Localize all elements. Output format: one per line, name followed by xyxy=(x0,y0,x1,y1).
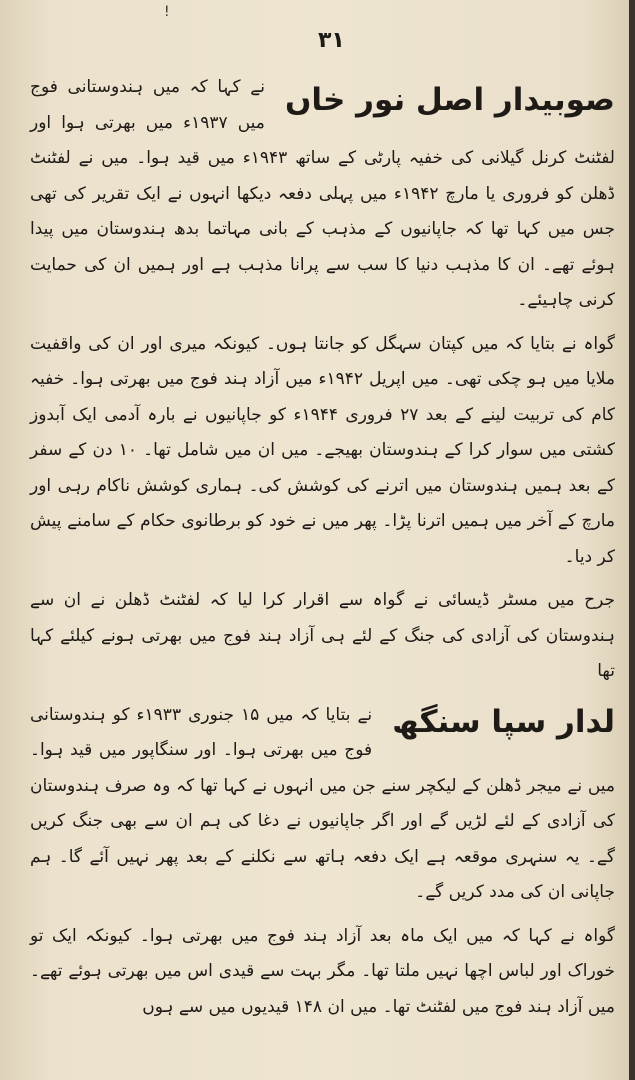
witness-heading-1: صوبیدار اصل نور خاں xyxy=(284,82,615,118)
paragraph-2: گواہ نے بتایا کہ میں کپتان سہگل کو جانتا ہوں۔ کیونکہ میری اور ان کی واقفیت ملایا میں ہو چکی تھی۔ میں اپریل ۱۹۴۲ء میں آزاد ہند فوج میں بھرتی ہوا۔ خفیہ کام کی تربیت لینے کے بعد ۲۷ فروری ۱۹۴۴ء کو جاپانیوں نے بارہ آدمی ایک آبدوز کشتی میں سوار کرا کے ہندوستان بھیجے۔ میں ان میں شامل تھا۔ ۱۰ دن کے سفر کے بعد ہمیں ہندوستان میں اترنے کی کوشش کی۔ ہماری کوشش ناکام رہی اور مارچ کے آخر میں ہمیں اترنا پڑا۔ پھر میں نے خود کو برطانوی حکام کے سامنے پیش کر دیا۔ xyxy=(30,333,616,567)
page-number: ۳۱ xyxy=(318,28,345,53)
paragraph-5: گواہ نے کہا کہ میں ایک ماہ بعد آزاد ہند فوج میں بھرتی ہوا۔ کیونکہ ایک تو خوراک اور لباس اچھا نہیں ملتا تھا۔ مگر بہت سے قیدی اس میں بھرتی ہوئے تھے۔ میں آزاد ہند فوج میں لفٹنٹ تھا۔ میں ان ۱۴۸ قیدیوں میں سے ہوں xyxy=(30,925,615,1017)
page-text xyxy=(30,70,615,1033)
page-edge xyxy=(629,0,635,1080)
paragraph-4 xyxy=(30,698,615,911)
top-mark: ! xyxy=(164,4,170,20)
paragraph-1 xyxy=(30,70,615,319)
paragraph-4-text: نے بتایا کہ میں ۱۵ جنوری ۱۹۳۳ء کو ہندوستانی فوج میں بھرتی ہوا۔ اور سنگاپور میں قید ہوا۔ میں نے میجر ڈھلن کے لیکچر سنے جن میں انہوں نے کہا تھا کہ وہ صرف ہندوستان کی آزادی کے لئے لڑیں گے اور اگر جاپانیوں نے دغا کی ہم ان سے بھی جنگ کریں گے۔ یہ سنہری موقعہ ہے ایک دفعہ ہاتھ سے نکلنے کے بعد پھر نہیں آئے گا۔ ہم جاپانی ان کی مدد کریں گے۔ xyxy=(30,704,615,902)
paragraph-3: جرح میں مسٹر ڈیسائی نے گواہ سے اقرار کرا لیا کہ لفٹنٹ ڈھلن نے ان سے ہندوستان کی آزادی کی جنگ کے لئے ہی آزاد ہند فوج میں بھرتی ہونے کیلئے کہا تھا xyxy=(30,590,615,681)
paragraph-1-text: نے کہا کہ میں ہندوستانی فوج میں ۱۹۳۷ء میں بھرتی ہوا اور لفٹنٹ کرنل گیلانی کی خفیہ پارٹی کے ساتھ ۱۹۴۳ء میں قید ہوا۔ میں نے لفٹنٹ ڈھلن کو فروری یا مارچ ۱۹۴۲ء میں پہلی دفعہ دیکھا انہوں نے ایک تقریر کی تھی جس میں کہا تھا کہ جاپانیوں کے مذہب کے بانی مہاتما بدھ ہندوستان میں پیدا ہوئے تھے۔ ان کا مذہب دنیا کا سب سے پرانا مذہب ہے اور ہمیں ان کی حمایت کرنی چاہیئے۔ xyxy=(30,77,615,310)
witness-heading-2: لدار سپا سنگھ xyxy=(392,703,615,740)
